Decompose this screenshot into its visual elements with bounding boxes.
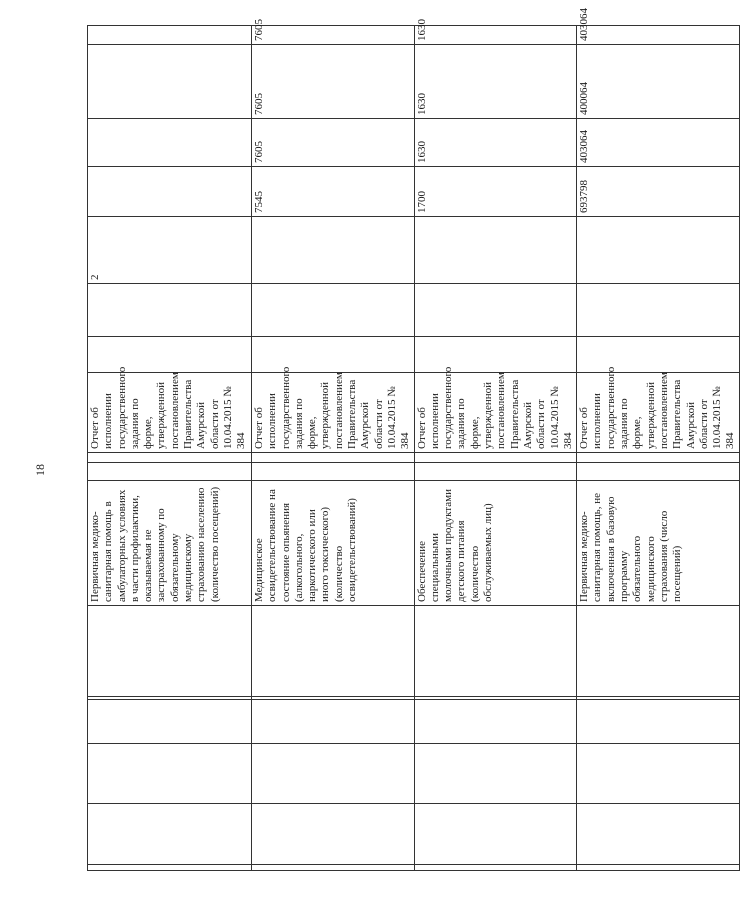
empty-cell — [88, 463, 252, 481]
source-document-cell: Отчет об исполнении государственного задания по форме, утвержденной постановлением Правительства Амурской области от 10.04.2015 № 384 — [252, 373, 415, 453]
table-row — [252, 26, 415, 871]
indicator-table-container — [87, 8, 737, 871]
col-a-cell — [414, 337, 577, 373]
empty-cell — [577, 744, 740, 804]
empty-cell — [414, 744, 577, 804]
service-name-cell: Медицинское освидетельствование на состояние опьянения (алкогольного, наркотического или иного токсического) (количество освидетельствований) — [252, 481, 415, 606]
value-cell: 7605 — [252, 119, 415, 167]
source-document-cell: Отчет об исполнении государственного задания по форме, утвержденной постановлением Правительства Амурской области от 10.04.2015 № 384 — [414, 373, 577, 453]
col-a-cell — [577, 337, 740, 373]
source-document-cell: Отчет об исполнении государственного задания по форме, утвержденной постановлением Правительства Амурской области от 10.04.2015 № 384 — [577, 373, 740, 453]
value-cell: 1630 — [414, 26, 577, 45]
empty-cell — [252, 697, 415, 700]
value-cell: 7545 — [252, 167, 415, 217]
empty-cell — [577, 804, 740, 865]
empty-cell — [414, 453, 577, 463]
empty-cell — [252, 453, 415, 463]
service-name-cell: Первичная медико-санитарная помощь, не включенная в базовую программу обязательного медицинского страхования (число посещений) — [577, 481, 740, 606]
indicator-table — [87, 8, 740, 871]
source-document-cell: Отчет об исполнении государственного задания по форме, утвержденной постановлением Правительства Амурской области от 10.04.2015 № 384 — [88, 373, 252, 453]
col-b-cell — [577, 284, 740, 337]
empty-cell — [414, 700, 577, 744]
value-cell: 403064 — [577, 26, 740, 45]
empty-cell — [88, 865, 252, 871]
empty-cell — [252, 700, 415, 744]
col-b-cell — [252, 284, 415, 337]
empty-cell — [577, 700, 740, 744]
col-a-cell — [88, 337, 252, 373]
col-b-cell — [414, 284, 577, 337]
table-row — [414, 26, 577, 871]
empty-cell — [414, 606, 577, 697]
empty-cell — [577, 865, 740, 871]
empty-cell — [88, 744, 252, 804]
empty-cell — [252, 744, 415, 804]
value-cell: 1630 — [414, 119, 577, 167]
empty-cell — [252, 804, 415, 865]
empty-cell — [414, 463, 577, 481]
col-a-cell — [252, 337, 415, 373]
empty-cell — [88, 697, 252, 700]
value-cell: 1700 — [414, 167, 577, 217]
empty-cell — [88, 700, 252, 744]
value-cell — [88, 167, 252, 217]
empty-cell — [414, 697, 577, 700]
col-c-cell — [577, 217, 740, 284]
value-cell: 7605 — [252, 26, 415, 45]
col-b-cell — [88, 284, 252, 337]
empty-cell — [577, 606, 740, 697]
empty-cell — [577, 697, 740, 700]
col-c-cell: 2 — [88, 217, 252, 284]
empty-cell — [88, 804, 252, 865]
col-c-cell — [252, 217, 415, 284]
empty-cell — [577, 463, 740, 481]
empty-cell — [88, 453, 252, 463]
table-row — [88, 26, 252, 871]
value-cell: 400064 — [577, 45, 740, 119]
empty-cell — [252, 865, 415, 871]
empty-cell — [252, 606, 415, 697]
value-cell: 7605 — [252, 45, 415, 119]
value-cell — [88, 119, 252, 167]
empty-cell — [577, 453, 740, 463]
page-number: 18 — [33, 464, 47, 476]
value-cell: 693798 — [577, 167, 740, 217]
value-cell: 1630 — [414, 45, 577, 119]
empty-cell — [414, 865, 577, 871]
empty-cell — [88, 606, 252, 697]
value-cell — [88, 26, 252, 45]
value-cell: 403064 — [577, 119, 740, 167]
service-name-cell: Первичная медико-санитарная помощь в амбулаторных условиях в части профилактики, оказываемая не застрахованному по обязательному медицинскому страхованию населению (количество посещений) — [88, 481, 252, 606]
empty-cell — [414, 804, 577, 865]
col-c-cell — [414, 217, 577, 284]
table-row — [577, 26, 740, 871]
service-name-cell: Обеспечение специальными молочными продуктами детского питания (количество обслуживаемых лиц) — [414, 481, 577, 606]
empty-cell — [252, 463, 415, 481]
value-cell — [88, 45, 252, 119]
